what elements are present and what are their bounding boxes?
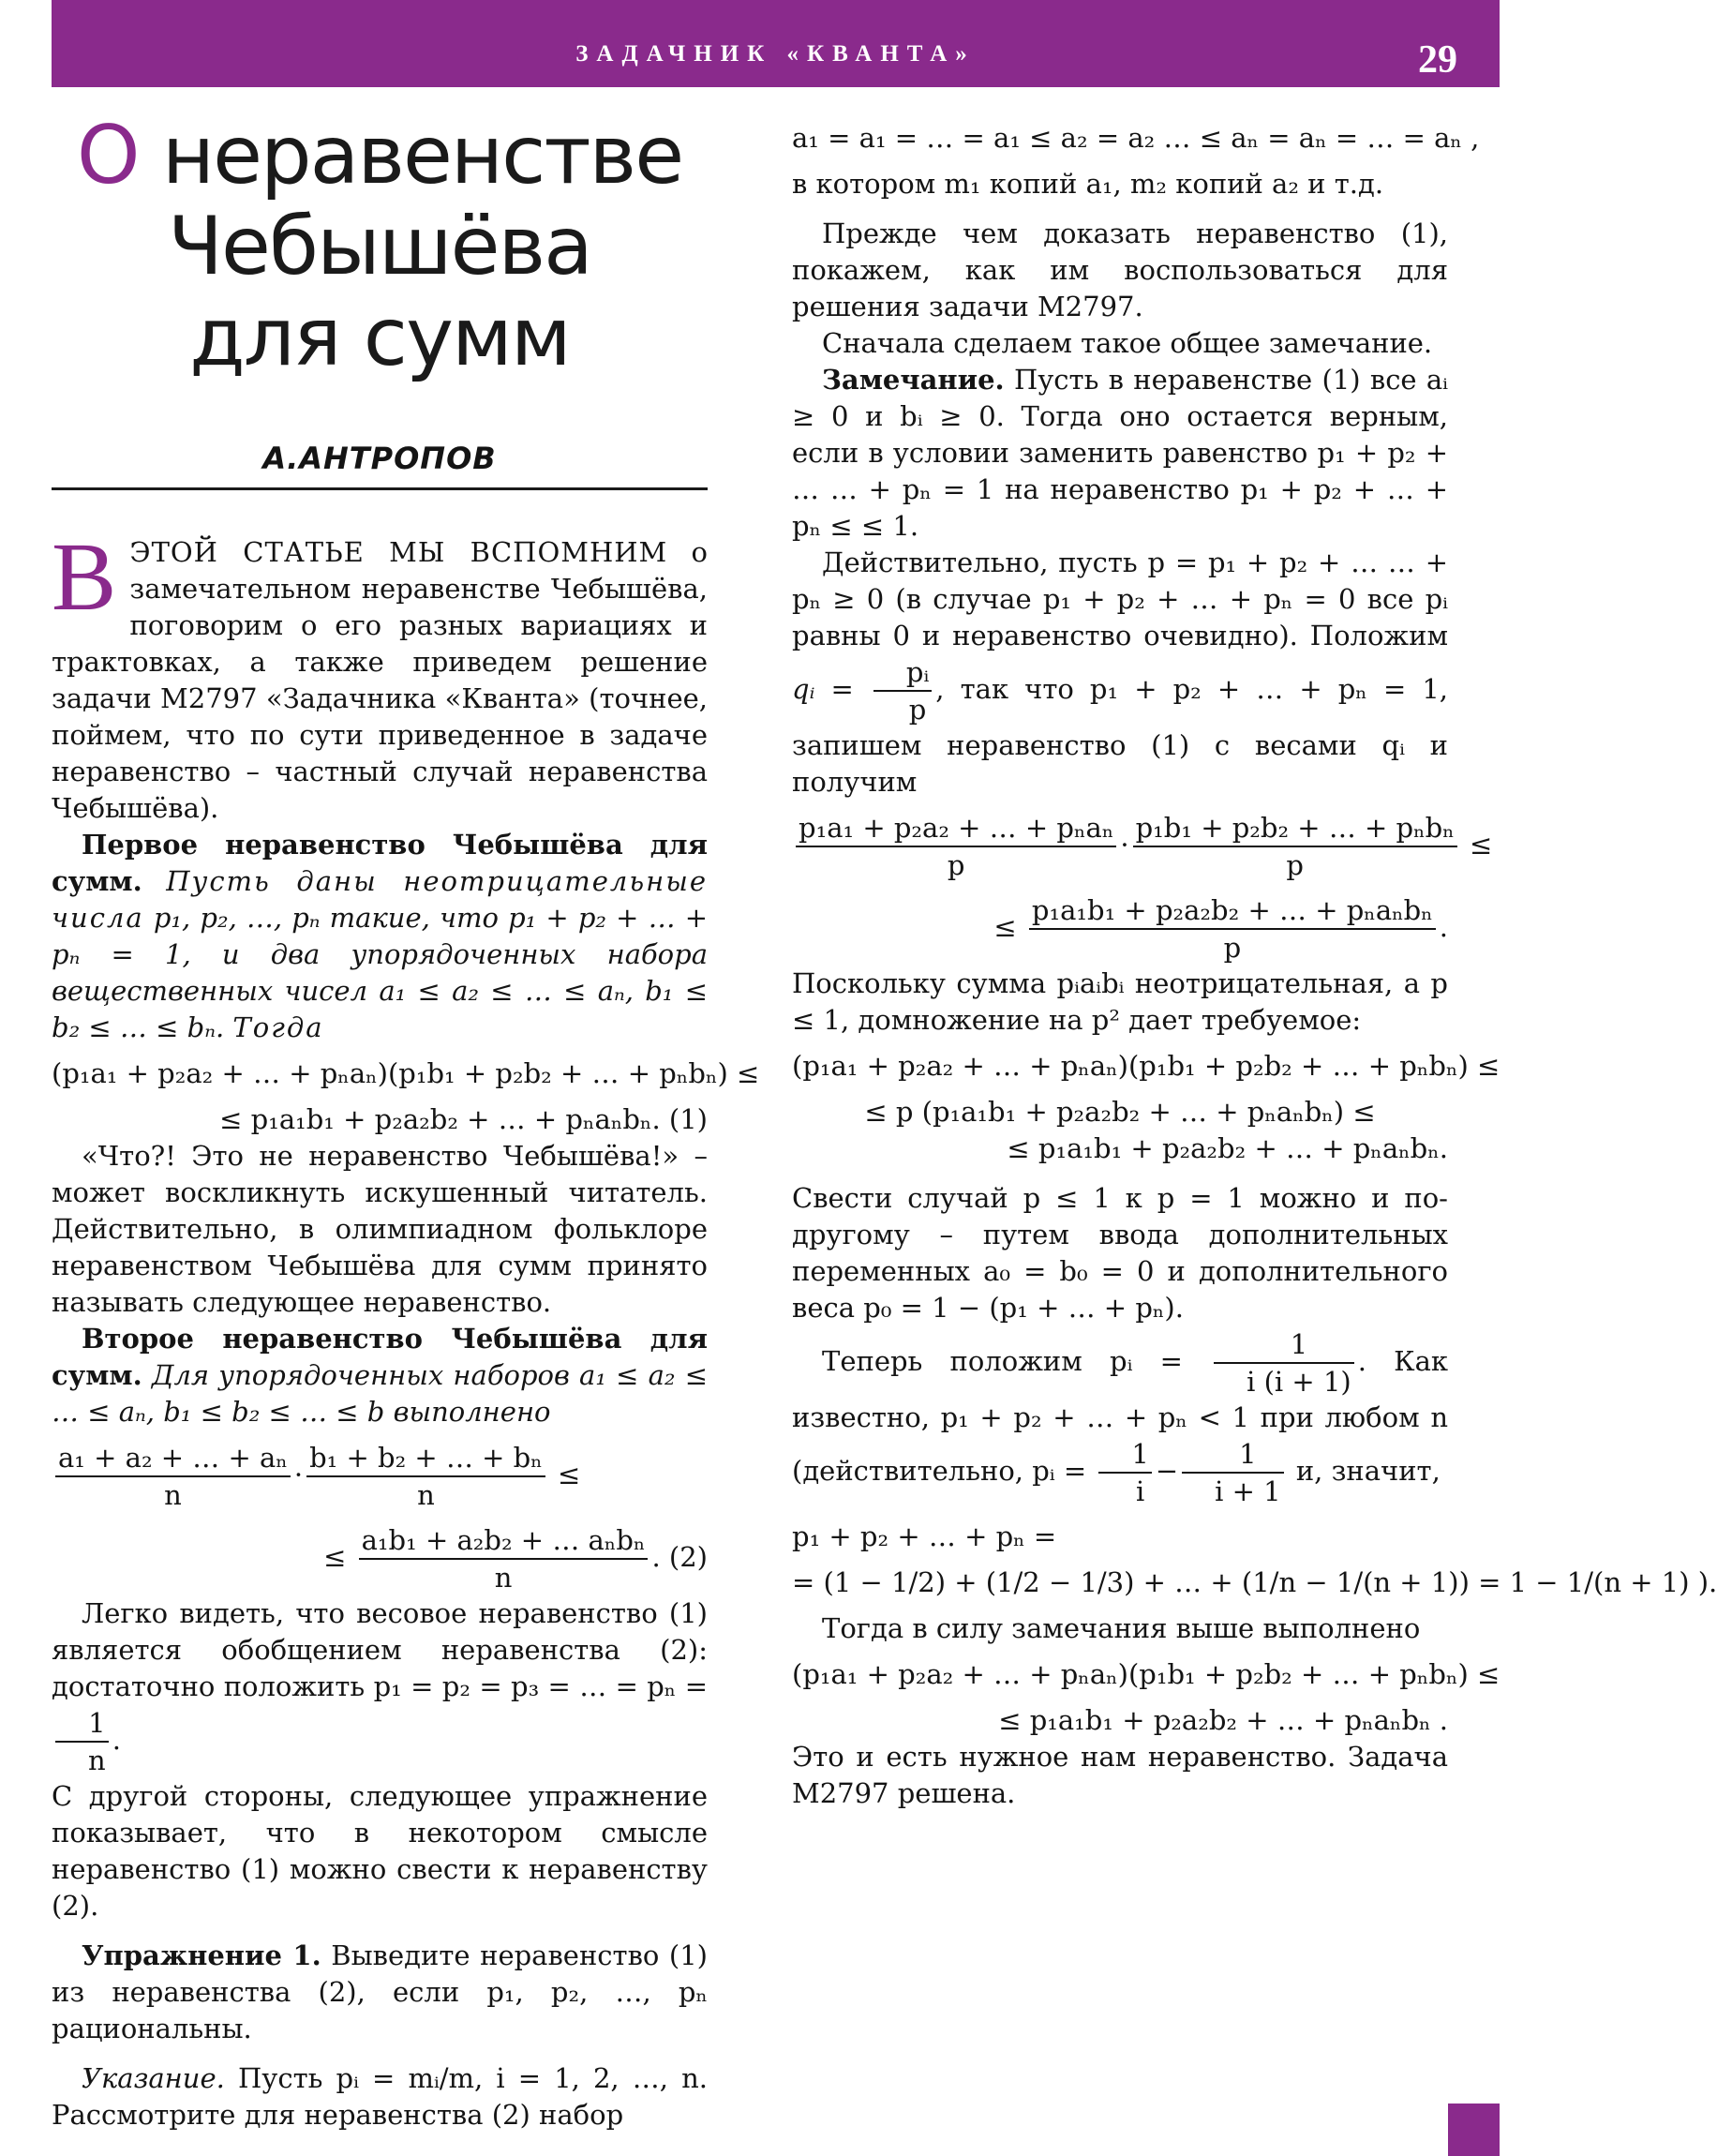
fraction bbox=[873, 654, 932, 727]
fraction bbox=[1214, 1326, 1354, 1400]
paragraph-3: Легко видеть, что весовое неравенство (1) является обобщением неравенства (2): достаточно положить p₁ = p₂ = p₃ = … = pₙ = $\frac{1}{n}$ . bbox=[52, 1597, 708, 1776]
fraction bbox=[1182, 1436, 1283, 1509]
right-paragraph-4: Поскольку сумма pᵢaᵢbᵢ неотрицательная, а p ≤ 1, домножение на p² дает требуемое: bbox=[792, 967, 1448, 1036]
sum-line-2: = (1 − 1/2) + (1/2 − 1/3) + … + (1/n − 1/(n + 1)) = 1 − 1/(n + 1) ). bbox=[792, 1566, 1717, 1598]
equation-4-line-2: ≤ p (p₁a₁b₁ + p₂a₂b₂ + … + pₙaₙbₙ) ≤ bbox=[864, 1096, 1376, 1128]
qi-label: qᵢ = bbox=[792, 673, 854, 705]
equation-5-line-2: ≤ p₁a₁b₁ + p₂a₂b₂ + … + pₙaₙbₙ . bbox=[998, 1704, 1448, 1736]
paragraph-text: . Как известно, p₁ + p₂ + … + pₙ < 1 при любом n (действительно, pᵢ = bbox=[792, 1345, 1449, 1487]
first-text-1: Пусть даны неотрицательные числа bbox=[52, 865, 708, 934]
right-paragraph-5: Свести случай p ≤ 1 к p = 1 можно и по-другому – путем ввода дополнительных переменных a₀ = b₀ = 0 и дополнительного веса p₀ = 1 − (p₁ + … + pₙ). bbox=[792, 1182, 1448, 1324]
fraction bbox=[306, 1440, 545, 1513]
conclusion: Это и есть нужное нам неравенство. Задача М2797 решена. bbox=[792, 1741, 1448, 1809]
first-text-4: Тогда bbox=[232, 1011, 324, 1043]
fraction bbox=[359, 1522, 649, 1595]
equation-3-line-1: $\frac{\text{p₁a₁ + p₂a₂ + … + pₙaₙ}}{p}$ · $\frac{\text{p₁b₁ + p₂b₂ + … + pₙbₙ}}{p}$ ≤ bbox=[792, 810, 1448, 883]
title-line-2: Чебышёва bbox=[168, 200, 591, 293]
equation-1-line-2: ≤ p₁a₁b₁ + p₂a₂b₂ + … + pₙaₙbₙ. (1) bbox=[219, 1103, 708, 1135]
remark-heading: Замечание. bbox=[822, 364, 1005, 396]
exercise-heading: Упражнение 1. bbox=[82, 1939, 321, 1971]
fraction bbox=[55, 1705, 109, 1778]
numerator: b₁ + b₂ + … + bₙ bbox=[306, 1440, 545, 1477]
equation-3-line-2: ≤ $\frac{\text{p₁a₁b₁ + p₂a₂b₂ + … + pₙaₙbₙ}}{p}$ . bbox=[993, 894, 1448, 964]
right-paragraph-1: Прежде чем доказать неравенство (1), покажем, как им воспользоваться для решения задачи М2797. bbox=[792, 217, 1448, 322]
equation-2-line-2 bbox=[52, 1522, 708, 1595]
intro-caps: ЭТОЙ СТАТЬЕ МЫ ВСПОМНИМ bbox=[129, 536, 668, 568]
denominator: p bbox=[1286, 849, 1304, 881]
running-title: ЗАДАЧНИК «КВАНТА» bbox=[575, 41, 976, 67]
denominator: n bbox=[494, 1562, 513, 1594]
first-heading: Первое неравенство Чебышёва для сумм. bbox=[52, 829, 708, 897]
paragraph-text: запишем неравенство (1) с весами qᵢ и получим bbox=[792, 729, 1448, 798]
fraction bbox=[796, 810, 1116, 883]
exercise-1 bbox=[52, 1938, 708, 2047]
denominator: n bbox=[164, 1479, 182, 1511]
denominator: p bbox=[1223, 932, 1242, 964]
relation: ≤ bbox=[1470, 829, 1493, 861]
denominator: i + 1 bbox=[1215, 1475, 1281, 1507]
paragraph-text: и, значит, bbox=[1295, 1455, 1441, 1487]
numerator: 1 bbox=[1098, 1436, 1151, 1474]
continuation-line-1: a₁ = a₁ = … = a₁ ≤ a₂ = a₂ … ≤ aₙ = aₙ = … = aₙ , bbox=[792, 122, 1480, 154]
equation-2-line-1: $\frac{\text{a₁ + a₂ + … + aₙ}}{n}$ · $\frac{\text{b₁ + b₂ + … + bₙ}}{n}$ ≤ bbox=[52, 1440, 708, 1513]
denominator: p bbox=[947, 849, 965, 881]
remark-text: Пусть в неравенстве (1) все aᵢ ≥ 0 и bᵢ ≥ 0. Тогда оно остается верным, если в условии заменить равенство p₁ + p₂ + … … + pₙ = 1 на неравенство p₁ + p₂ + … + pₙ ≤ ≤ 1. bbox=[792, 364, 1449, 542]
denominator: n bbox=[417, 1479, 435, 1511]
relation: ≤ bbox=[558, 1459, 581, 1490]
denominator: p bbox=[908, 694, 927, 726]
fraction bbox=[55, 1440, 291, 1513]
hint-text: Пусть pᵢ = mᵢ/m, i = 1, 2, …, n. Рассмотрите для неравенства (2) набор bbox=[52, 2062, 709, 2131]
title-line-1: неравенстве bbox=[161, 109, 683, 202]
paragraph-4: С другой стороны, следующее упражнение показывает, что в некотором смысле неравенство (1) можно свести к неравенству (2). bbox=[52, 1780, 708, 1922]
denominator: i (i + 1) bbox=[1247, 1366, 1351, 1398]
second-text-1: Для упорядоченных наборов a₁ ≤ a₂ ≤ … ≤ aₙ, bbox=[52, 1359, 709, 1428]
numerator: 1 bbox=[1182, 1436, 1283, 1474]
denominator: i bbox=[1135, 1475, 1145, 1507]
numerator: pᵢ bbox=[873, 654, 932, 692]
remark bbox=[792, 362, 1448, 545]
first-text-2: p₁, p₂, …, pₙ такие, что p₁ + p₂ + … + pₙ = 1, bbox=[52, 902, 708, 970]
right-paragraph-2: Сначала сделаем такое общее замечание. bbox=[822, 327, 1433, 359]
second-heading: Второе неравенство Чебышёва для сумм. bbox=[52, 1323, 708, 1391]
corner-tab bbox=[1448, 2104, 1500, 2156]
equation-4-line-1: (p₁a₁ + p₂a₂ + … + pₙaₙ)(p₁b₁ + p₂b₂ + … + pₙbₙ) ≤ bbox=[792, 1050, 1501, 1082]
equation-1-line-1: (p₁a₁ + p₂a₂ + … + pₙaₙ)(p₁b₁ + p₂b₂ + … + pₙbₙ) ≤ bbox=[52, 1057, 760, 1089]
paragraph-3-text: Легко видеть, что весовое неравенство (1) является обобщением неравенства (2): достаточно положить p₁ = p₂ = p₃ = … = pₙ = bbox=[52, 1597, 708, 1702]
intro-paragraph bbox=[52, 523, 708, 827]
author-divider bbox=[52, 487, 708, 490]
numerator: 1 bbox=[55, 1705, 109, 1743]
fraction bbox=[1098, 1436, 1151, 1509]
paragraph-text: Теперь положим pᵢ = bbox=[822, 1345, 1183, 1377]
equation-5-line-1: (p₁a₁ + p₂a₂ + … + pₙaₙ)(p₁b₁ + p₂b₂ + … + pₙbₙ) ≤ bbox=[792, 1658, 1501, 1690]
page-number: 29 bbox=[1418, 38, 1457, 82]
right-paragraph-6 bbox=[792, 1326, 1448, 1509]
equation-tag: . (2) bbox=[651, 1541, 708, 1573]
numerator: p₁a₁ + p₂a₂ + … + pₙaₙ bbox=[796, 810, 1116, 847]
intro-text: о замечательном неравенстве Чебышёва, поговорим о его разных вариациях и трактовках, а также приведем решение задачи М2797 «Задачника «Кванта» (точнее, поймем, что по сути приведенное в задаче неравенство – частный случай неравенства Чебышёва). bbox=[52, 536, 708, 824]
numerator: a₁ + a₂ + … + aₙ bbox=[55, 1440, 291, 1477]
drop-cap: В bbox=[52, 523, 117, 631]
fraction bbox=[1133, 810, 1457, 883]
article-title bbox=[56, 111, 703, 383]
first-text-3: и два упорядоченных набора вещественных чисел a₁ ≤ a₂ ≤ … ≤ aₙ, b₁ ≤ b₂ ≤ … ≤ bₙ. bbox=[52, 938, 708, 1043]
hint-label: Указание. bbox=[82, 2062, 225, 2094]
paragraph-text: Действительно, пусть p = p₁ + p₂ + … … + pₙ ≥ 0 (в случае p₁ + p₂ + … + pₙ = 0 все pᵢ равны 0 и неравенство очевидно). Положим bbox=[792, 546, 1448, 651]
numerator: a₁b₁ + a₂b₂ + … aₙbₙ bbox=[359, 1522, 649, 1560]
title-line-3: для сумм bbox=[189, 291, 570, 384]
numerator: p₁a₁b₁ + p₂a₂b₂ + … + pₙaₙbₙ bbox=[1029, 892, 1436, 930]
page-header bbox=[52, 0, 1500, 87]
numerator: 1 bbox=[1214, 1326, 1354, 1364]
first-inequality bbox=[52, 827, 708, 1046]
exercise-text: Выведите неравенство (1) из неравенства (2), если p₁, p₂, …, pₙ рациональны. bbox=[52, 1939, 708, 2044]
author: А.АНТРОПОВ bbox=[262, 441, 497, 476]
sum-line-1: p₁ + p₂ + … + pₙ = bbox=[792, 1520, 1057, 1552]
right-paragraph-7: Тогда в силу замечания выше выполнено bbox=[822, 1612, 1421, 1644]
minus-sign: − bbox=[1155, 1455, 1179, 1487]
paragraph-text: , так что p₁ + p₂ + … + pₙ = 1, bbox=[935, 673, 1449, 705]
equation-4-line-3: ≤ p₁a₁b₁ + p₂a₂b₂ + … + pₙaₙbₙ. bbox=[1007, 1132, 1448, 1164]
right-column bbox=[792, 111, 1717, 1812]
title-initial: О bbox=[76, 109, 139, 202]
right-paragraph-3 bbox=[792, 545, 1448, 801]
fraction bbox=[1029, 892, 1436, 966]
relation: ≤ bbox=[323, 1541, 347, 1573]
second-inequality bbox=[52, 1321, 708, 1430]
left-column bbox=[52, 523, 760, 2134]
paragraph-2: «Что?! Это не неравенство Чебышёва!» – может воскликнуть искушенный читатель. Действительно, в олимпиадном фольклоре неравенством Чебышёва для сумм принято называть следующее неравенство. bbox=[52, 1140, 708, 1318]
second-text-2: b₁ ≤ b₂ ≤ … ≤ b выполнено bbox=[163, 1396, 551, 1428]
relation: ≤ bbox=[993, 911, 1017, 943]
hint bbox=[52, 2060, 708, 2134]
continuation-line-2: в котором m₁ копий a₁, m₂ копий a₂ и т.д. bbox=[792, 168, 1384, 200]
numerator: p₁b₁ + p₂b₂ + … + pₙbₙ bbox=[1133, 810, 1457, 847]
denominator: n bbox=[88, 1744, 106, 1776]
